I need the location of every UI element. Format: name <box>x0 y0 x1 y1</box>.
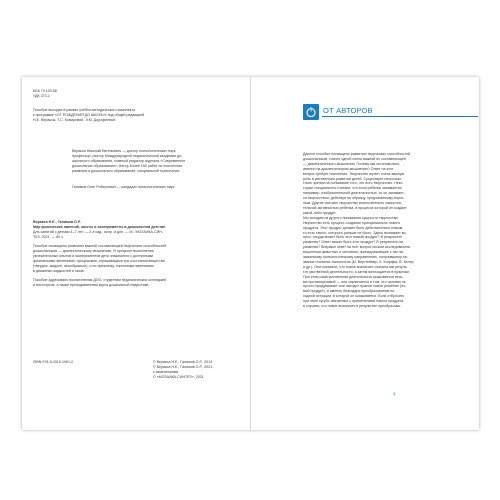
book-spread <box>22 77 479 430</box>
book-description: Пособие посвящено развитию важной составляющей творческих способностей дошкольников — диалектическому мышлению. В процессе выполнения увлекательных опытов и экспериментов дети знакомятся с доступными физическими явлениями, процессами, отражающими три состояния вещества (твердое, жидкое, газообразное), и по-прежнему, типичными явлениями в движении жидкостей и газов. <box>33 244 167 273</box>
author-bio-galimov: Галимов Олег Робертович — кандидат психологических наук. <box>72 185 176 189</box>
heading-underline <box>322 116 478 117</box>
page-number: 3 <box>393 391 396 396</box>
classification-codes <box>33 89 57 99</box>
bbk-code: ББК 74.100.58 <box>33 89 57 93</box>
book-audience: Пособие адресовано воспитателям ДОО, студентам педагогических колледжей и институтов, а также преподавателям курса дошкольной педагогики. <box>33 278 167 287</box>
left-page <box>22 77 250 430</box>
publication-note: Пособие выходит в рамках учебно-методического комплекта к программе «ОТ РОЖДЕНИЯ ДО ШКОЛЫ» под общей редакцией Н.Е. Вераксы, Т.С. Комаровой, Э.М. Дорофеевой. <box>33 108 145 122</box>
right-page <box>251 77 479 430</box>
bibliographic-record: Веракса Н.Е., Галимов О.Р. Мир физических явлений, опыты и эксперименты в дошкольном детстве. Для занятий с детьми 4–7 лет. — 2-е изд., испр. и доп. — М.: МОЗАИКА-СИН- ТЕЗ, 2021. — 80 с. <box>33 220 167 239</box>
body-text: Данное пособие посвящено развитию творческих способностей дошкольников, точнее одной очень важной их составляющей — диалектического мышления. Почему мы остановились именно на диалектическом мышлении? Ответ на этот вопрос требует пояснения. Творчество играет очень важную роль в умственном развитии детей. Существует несколько точек зрения на понимание того, что есть творчество. Неко- торые специалисты считают, что если ребенок занимается, например, изобразительной деятельностью, то он занимает- ся творчеством, действуя по образцу, предлагаемому взрос- лым. Другие считают творчество исключительно самостоя- тельной активностью ребенка, в процессе которой он создает какой-либо продукт. Мы исходим из другого понимания сущности творчества: творчество есть процесс создания принципиально нового продукта. Этот продукт должен быть действительно новым, то есть такого, которого раньше не было. Здесь возникает во- прос: откуда может быть этот новый продукт? В результате развития? Ответ может быть этот продукт? В результате-ли развития? Впервые ответ на этот вопрос искали исследователи мышления животных и человека, принадлежавшие к так на- зываемому психологическому направлению, получившему на- звание гештальт-психология (М. Вертгеймер, К. Коффка, В. Келер и др.). Они показали, что новое возникает сначала как резуль- тат умственной деятельности, а затем воплощается в практике. При этом сама умственная деятельность оказывается весь- ма противоречивой — она заключается в том, что человек не просто придумывает или находит нужное новое решение (но- вый продукт), а именно благодаря преобразованию ис- ходной ситуации, в которой он оказывается. Если отбросить при этом сугубо связанные с применением нового продукта в случаях, что новое возникает в результате преобразова- <box>303 152 414 309</box>
section-heading: ОТ АВТОРОВ <box>323 106 373 115</box>
author-bio-veraksa: Веракса Николай Евгеньевич — доктор психологических наук, профессор, ректор Международной педагогической академии до- школьного образования, главный редактор журнала «Современное дошкольное образование». Автор более 150 работ по психологии развития и дошкольного образования, специальной психологии. <box>72 149 186 173</box>
isbn: ISBN 978-5-4315-1961-0 <box>33 360 74 364</box>
udk-code: УДК 373.2 <box>33 93 50 98</box>
power-logo-icon <box>303 104 319 120</box>
copyright-block: © Веракса Н.Е., Галимов О.Р., 2014 © Веракса Н.Е., Галимов О.Р., 2021, с изменениями © «МОЗАИКА-СИНТЕЗ», 2021 <box>153 360 214 379</box>
